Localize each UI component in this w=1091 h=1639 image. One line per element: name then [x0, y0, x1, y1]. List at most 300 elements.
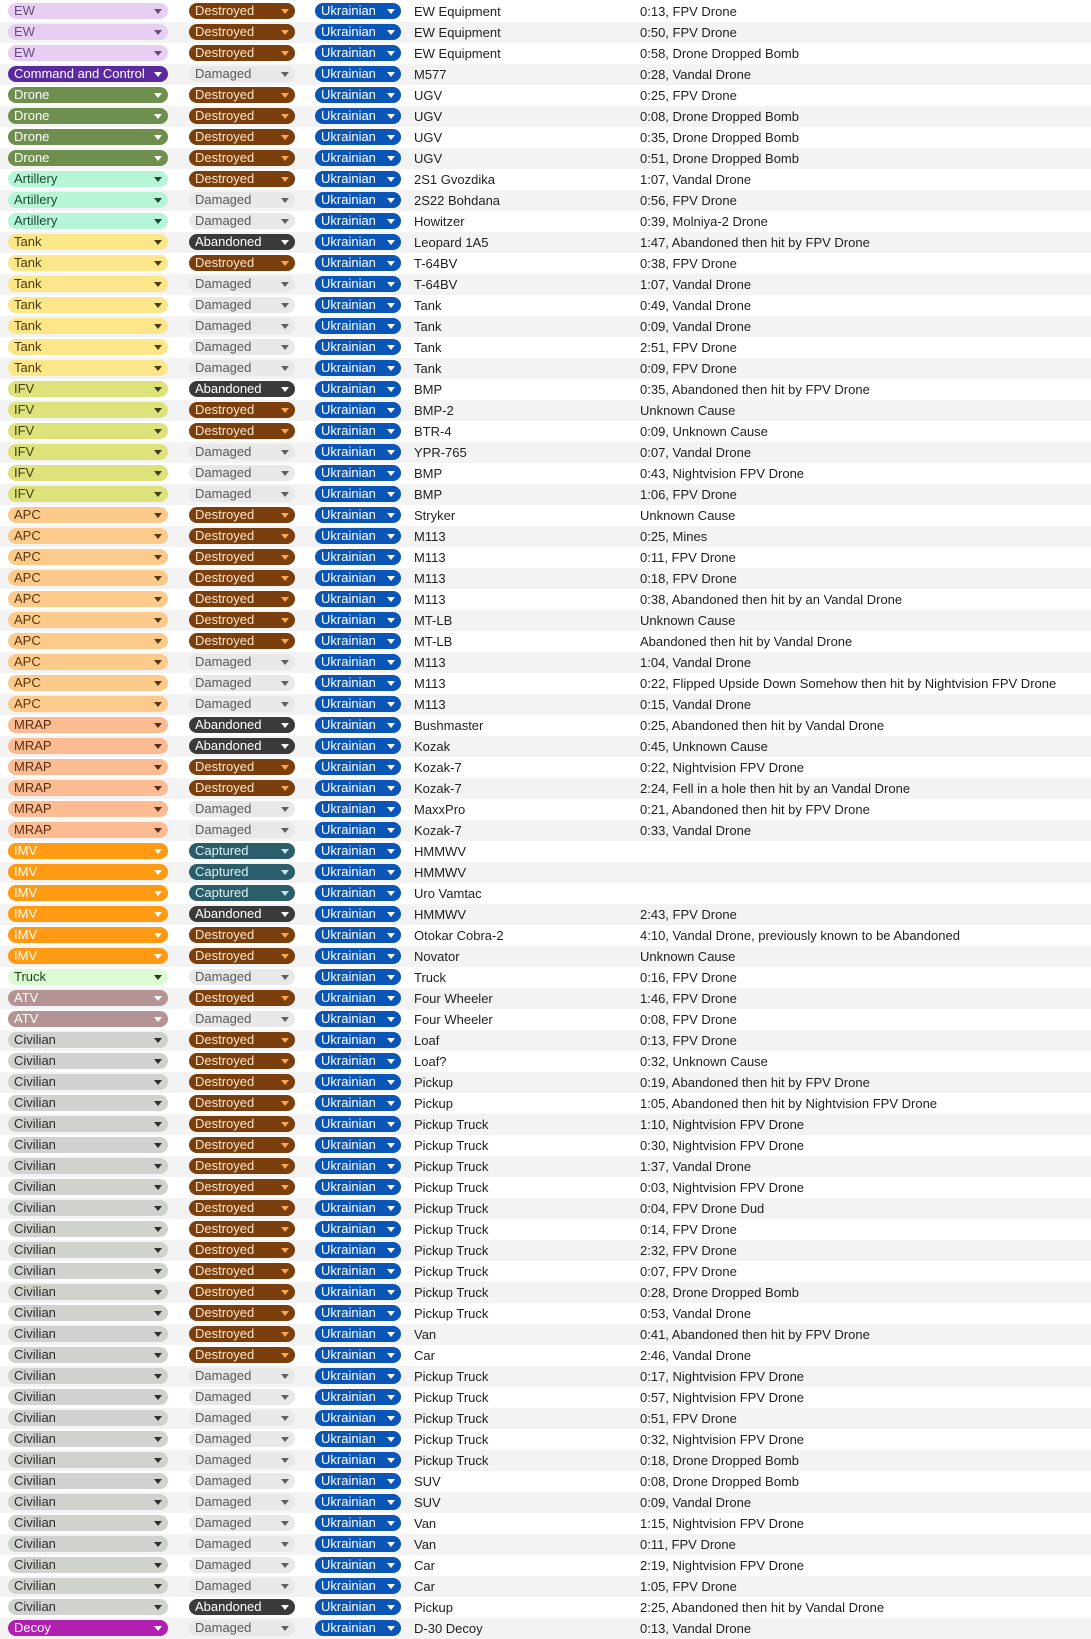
category-dropdown[interactable] [8, 1389, 168, 1405]
cause-cell[interactable]: 0:57, Nightvision FPV Drone [640, 1390, 805, 1405]
cause-cell[interactable]: 1:07, Vandal Drone [640, 172, 752, 187]
cause-cell[interactable]: Unknown Cause [640, 403, 736, 418]
status-dropdown[interactable] [189, 927, 295, 943]
category-dropdown[interactable] [8, 675, 168, 691]
category-dropdown[interactable] [8, 171, 168, 187]
status-dropdown[interactable] [189, 1410, 295, 1426]
cause-cell[interactable]: 0:21, Abandoned then hit by FPV Drone [640, 802, 870, 817]
vehicle-cell[interactable]: BMP [414, 466, 443, 481]
cause-cell[interactable]: 0:33, Vandal Drone [640, 823, 752, 838]
cause-cell[interactable]: 0:53, Vandal Drone [640, 1306, 752, 1321]
cause-cell[interactable]: 1:15, Nightvision FPV Drone [640, 1516, 805, 1531]
cause-cell[interactable]: 0:13, FPV Drone [640, 1033, 737, 1048]
country-dropdown[interactable] [315, 885, 401, 901]
vehicle-cell[interactable]: Novator [414, 949, 460, 964]
vehicle-cell[interactable]: Pickup Truck [414, 1390, 489, 1405]
status-dropdown[interactable] [189, 633, 295, 649]
vehicle-cell[interactable]: Car [414, 1579, 435, 1594]
cause-cell[interactable]: 2:24, Fell in a hole then hit by an Vandal Drone [640, 781, 911, 796]
country-dropdown[interactable] [315, 360, 401, 376]
country-dropdown[interactable] [315, 1305, 401, 1321]
vehicle-cell[interactable]: Pickup Truck [414, 1117, 489, 1132]
category-dropdown[interactable] [8, 1242, 168, 1258]
country-dropdown[interactable] [315, 1536, 401, 1552]
category-dropdown[interactable] [8, 864, 168, 880]
vehicle-cell[interactable]: Pickup Truck [414, 1264, 489, 1279]
status-dropdown[interactable] [189, 423, 295, 439]
status-dropdown[interactable] [189, 129, 295, 145]
cause-cell[interactable]: 0:43, Nightvision FPV Drone [640, 466, 805, 481]
category-dropdown[interactable] [8, 990, 168, 1006]
status-dropdown[interactable] [189, 843, 295, 859]
cause-cell[interactable]: 0:13, FPV Drone [640, 4, 737, 19]
cause-cell[interactable]: 0:09, Vandal Drone [640, 319, 752, 334]
status-dropdown[interactable] [189, 717, 295, 733]
country-dropdown[interactable] [315, 927, 401, 943]
cause-cell[interactable]: 0:58, Drone Dropped Bomb [640, 46, 799, 61]
vehicle-cell[interactable]: Tank [414, 298, 442, 313]
country-dropdown[interactable] [315, 759, 401, 775]
vehicle-cell[interactable]: Kozak-7 [414, 760, 462, 775]
vehicle-cell[interactable]: Otokar Cobra-2 [414, 928, 504, 943]
country-dropdown[interactable] [315, 1032, 401, 1048]
country-dropdown[interactable] [315, 549, 401, 565]
country-dropdown[interactable] [315, 1074, 401, 1090]
category-dropdown[interactable] [8, 927, 168, 943]
status-dropdown[interactable] [189, 66, 295, 82]
country-dropdown[interactable] [315, 1284, 401, 1300]
cause-cell[interactable]: 0:56, FPV Drone [640, 193, 737, 208]
status-dropdown[interactable] [189, 255, 295, 271]
vehicle-cell[interactable]: Kozak [414, 739, 451, 754]
vehicle-cell[interactable]: Pickup Truck [414, 1243, 489, 1258]
country-dropdown[interactable] [315, 1347, 401, 1363]
category-dropdown[interactable] [8, 591, 168, 607]
vehicle-cell[interactable]: SUV [414, 1495, 441, 1510]
status-dropdown[interactable] [189, 696, 295, 712]
vehicle-cell[interactable]: Car [414, 1348, 435, 1363]
status-dropdown[interactable] [189, 465, 295, 481]
vehicle-cell[interactable]: Pickup Truck [414, 1306, 489, 1321]
status-dropdown[interactable] [189, 759, 295, 775]
vehicle-cell[interactable]: UGV [414, 109, 443, 124]
category-dropdown[interactable] [8, 1515, 168, 1531]
country-dropdown[interactable] [315, 570, 401, 586]
category-dropdown[interactable] [8, 906, 168, 922]
cause-cell[interactable]: 0:04, FPV Drone Dud [640, 1201, 765, 1216]
vehicle-cell[interactable]: 2S22 Bohdana [414, 193, 501, 208]
cause-cell[interactable]: 0:07, FPV Drone [640, 1264, 737, 1279]
country-dropdown[interactable] [315, 276, 401, 292]
cause-cell[interactable]: 0:07, Vandal Drone [640, 445, 752, 460]
vehicle-cell[interactable]: YPR-765 [414, 445, 467, 460]
vehicle-cell[interactable]: Bushmaster [414, 718, 484, 733]
status-dropdown[interactable] [189, 1515, 295, 1531]
status-dropdown[interactable] [189, 1116, 295, 1132]
country-dropdown[interactable] [315, 717, 401, 733]
category-dropdown[interactable] [8, 801, 168, 817]
cause-cell[interactable]: 0:51, FPV Drone [640, 1411, 737, 1426]
status-dropdown[interactable] [189, 402, 295, 418]
status-dropdown[interactable] [189, 591, 295, 607]
country-dropdown[interactable] [315, 738, 401, 754]
cause-cell[interactable]: 2:46, Vandal Drone [640, 1348, 752, 1363]
category-dropdown[interactable] [8, 822, 168, 838]
cause-cell[interactable]: 0:25, FPV Drone [640, 88, 737, 103]
category-dropdown[interactable] [8, 1473, 168, 1489]
country-dropdown[interactable] [315, 150, 401, 166]
category-dropdown[interactable] [8, 24, 168, 40]
status-dropdown[interactable] [189, 675, 295, 691]
vehicle-cell[interactable]: Tank [414, 361, 442, 376]
country-dropdown[interactable] [315, 381, 401, 397]
category-dropdown[interactable] [8, 633, 168, 649]
status-dropdown[interactable] [189, 1326, 295, 1342]
vehicle-cell[interactable]: BMP [414, 382, 443, 397]
country-dropdown[interactable] [315, 192, 401, 208]
status-dropdown[interactable] [189, 1305, 295, 1321]
status-dropdown[interactable] [189, 885, 295, 901]
status-dropdown[interactable] [189, 969, 295, 985]
vehicle-cell[interactable]: T-64BV [414, 277, 458, 292]
category-dropdown[interactable] [8, 1284, 168, 1300]
category-dropdown[interactable] [8, 1137, 168, 1153]
country-dropdown[interactable] [315, 1578, 401, 1594]
vehicle-cell[interactable]: M113 [414, 655, 446, 670]
cause-cell[interactable]: 0:08, FPV Drone [640, 1012, 737, 1027]
category-dropdown[interactable] [8, 1179, 168, 1195]
category-dropdown[interactable] [8, 1557, 168, 1573]
category-dropdown[interactable] [8, 1494, 168, 1510]
status-dropdown[interactable] [189, 906, 295, 922]
cause-cell[interactable]: 0:14, FPV Drone [640, 1222, 737, 1237]
category-dropdown[interactable] [8, 234, 168, 250]
category-dropdown[interactable] [8, 1599, 168, 1615]
country-dropdown[interactable] [315, 1557, 401, 1573]
country-dropdown[interactable] [315, 486, 401, 502]
category-dropdown[interactable] [8, 1452, 168, 1468]
country-dropdown[interactable] [315, 108, 401, 124]
country-dropdown[interactable] [315, 1011, 401, 1027]
country-dropdown[interactable] [315, 444, 401, 460]
country-dropdown[interactable] [315, 822, 401, 838]
status-dropdown[interactable] [189, 1536, 295, 1552]
cause-cell[interactable]: 0:13, Vandal Drone [640, 1621, 752, 1636]
country-dropdown[interactable] [315, 213, 401, 229]
category-dropdown[interactable] [8, 1011, 168, 1027]
category-dropdown[interactable] [8, 612, 168, 628]
category-dropdown[interactable] [8, 696, 168, 712]
cause-cell[interactable]: Unknown Cause [640, 949, 736, 964]
status-dropdown[interactable] [189, 801, 295, 817]
cause-cell[interactable]: 0:38, FPV Drone [640, 256, 737, 271]
status-dropdown[interactable] [189, 1095, 295, 1111]
status-dropdown[interactable] [189, 1557, 295, 1573]
country-dropdown[interactable] [315, 654, 401, 670]
vehicle-cell[interactable]: SUV [414, 1474, 441, 1489]
vehicle-cell[interactable]: Pickup Truck [414, 1369, 489, 1384]
status-dropdown[interactable] [189, 1389, 295, 1405]
status-dropdown[interactable] [189, 654, 295, 670]
status-dropdown[interactable] [189, 549, 295, 565]
country-dropdown[interactable] [315, 1095, 401, 1111]
status-dropdown[interactable] [189, 360, 295, 376]
status-dropdown[interactable] [189, 1242, 295, 1258]
status-dropdown[interactable] [189, 150, 295, 166]
status-dropdown[interactable] [189, 444, 295, 460]
category-dropdown[interactable] [8, 549, 168, 565]
status-dropdown[interactable] [189, 297, 295, 313]
country-dropdown[interactable] [315, 1137, 401, 1153]
vehicle-cell[interactable]: Loaf? [414, 1054, 447, 1069]
country-dropdown[interactable] [315, 45, 401, 61]
category-dropdown[interactable] [8, 339, 168, 355]
category-dropdown[interactable] [8, 948, 168, 964]
country-dropdown[interactable] [315, 1473, 401, 1489]
vehicle-cell[interactable]: BTR-4 [414, 424, 452, 439]
category-dropdown[interactable] [8, 423, 168, 439]
status-dropdown[interactable] [189, 45, 295, 61]
cause-cell[interactable]: 2:51, FPV Drone [640, 340, 737, 355]
country-dropdown[interactable] [315, 1389, 401, 1405]
country-dropdown[interactable] [315, 969, 401, 985]
country-dropdown[interactable] [315, 948, 401, 964]
vehicle-cell[interactable]: EW Equipment [414, 25, 501, 40]
cause-cell[interactable]: 0:03, Nightvision FPV Drone [640, 1180, 805, 1195]
cause-cell[interactable]: 1:05, FPV Drone [640, 1579, 737, 1594]
category-dropdown[interactable] [8, 444, 168, 460]
cause-cell[interactable]: 0:35, Drone Dropped Bomb [640, 130, 799, 145]
cause-cell[interactable]: 1:37, Vandal Drone [640, 1159, 752, 1174]
category-dropdown[interactable] [8, 108, 168, 124]
country-dropdown[interactable] [315, 1494, 401, 1510]
category-dropdown[interactable] [8, 507, 168, 523]
status-dropdown[interactable] [189, 1368, 295, 1384]
vehicle-cell[interactable]: EW Equipment [414, 4, 501, 19]
country-dropdown[interactable] [315, 24, 401, 40]
status-dropdown[interactable] [189, 171, 295, 187]
status-dropdown[interactable] [189, 1599, 295, 1615]
category-dropdown[interactable] [8, 1158, 168, 1174]
country-dropdown[interactable] [315, 1431, 401, 1447]
vehicle-cell[interactable]: Van [414, 1327, 437, 1342]
vehicle-cell[interactable]: Pickup [414, 1075, 454, 1090]
vehicle-cell[interactable]: 2S1 Gvozdika [414, 172, 495, 187]
status-dropdown[interactable] [189, 276, 295, 292]
category-dropdown[interactable] [8, 1263, 168, 1279]
country-dropdown[interactable] [315, 801, 401, 817]
status-dropdown[interactable] [189, 234, 295, 250]
country-dropdown[interactable] [315, 507, 401, 523]
status-dropdown[interactable] [189, 1053, 295, 1069]
category-dropdown[interactable] [8, 255, 168, 271]
category-dropdown[interactable] [8, 654, 168, 670]
cause-cell[interactable]: 4:10, Vandal Drone, previously known to be Abandoned [640, 928, 960, 943]
status-dropdown[interactable] [189, 213, 295, 229]
status-dropdown[interactable] [189, 1494, 295, 1510]
status-dropdown[interactable] [189, 318, 295, 334]
country-dropdown[interactable] [315, 1326, 401, 1342]
cause-cell[interactable]: 0:22, Flipped Upside Down Somehow then hit by Nightvision FPV Drone [640, 676, 1057, 691]
country-dropdown[interactable] [315, 66, 401, 82]
vehicle-cell[interactable]: Pickup [414, 1600, 454, 1615]
status-dropdown[interactable] [189, 507, 295, 523]
vehicle-cell[interactable]: Pickup Truck [414, 1180, 489, 1195]
vehicle-cell[interactable]: M113 [414, 550, 446, 565]
category-dropdown[interactable] [8, 1074, 168, 1090]
status-dropdown[interactable] [189, 1011, 295, 1027]
country-dropdown[interactable] [315, 1053, 401, 1069]
cause-cell[interactable]: 0:41, Abandoned then hit by FPV Drone [640, 1327, 870, 1342]
cause-cell[interactable]: 2:32, FPV Drone [640, 1243, 737, 1258]
cause-cell[interactable]: 0:38, Abandoned then hit by an Vandal Drone [640, 592, 903, 607]
country-dropdown[interactable] [315, 318, 401, 334]
status-dropdown[interactable] [189, 1347, 295, 1363]
country-dropdown[interactable] [315, 990, 401, 1006]
vehicle-cell[interactable]: UGV [414, 151, 443, 166]
vehicle-cell[interactable]: M113 [414, 571, 446, 586]
category-dropdown[interactable] [8, 1431, 168, 1447]
vehicle-cell[interactable]: Leopard 1A5 [414, 235, 489, 250]
cause-cell[interactable]: 0:11, FPV Drone [640, 550, 736, 565]
cause-cell[interactable]: 0:30, Nightvision FPV Drone [640, 1138, 805, 1153]
status-dropdown[interactable] [189, 1221, 295, 1237]
country-dropdown[interactable] [315, 1368, 401, 1384]
cause-cell[interactable]: Unknown Cause [640, 508, 736, 523]
category-dropdown[interactable] [8, 885, 168, 901]
country-dropdown[interactable] [315, 1116, 401, 1132]
category-dropdown[interactable] [8, 360, 168, 376]
vehicle-cell[interactable]: Four Wheeler [414, 991, 493, 1006]
cause-cell[interactable]: 2:19, Nightvision FPV Drone [640, 1558, 805, 1573]
category-dropdown[interactable] [8, 1368, 168, 1384]
vehicle-cell[interactable]: HMMWV [414, 865, 466, 880]
status-dropdown[interactable] [189, 1452, 295, 1468]
vehicle-cell[interactable]: HMMWV [414, 907, 466, 922]
status-dropdown[interactable] [189, 570, 295, 586]
country-dropdown[interactable] [315, 612, 401, 628]
vehicle-cell[interactable]: Pickup Truck [414, 1159, 489, 1174]
vehicle-cell[interactable]: BMP-2 [414, 403, 454, 418]
vehicle-cell[interactable]: Pickup Truck [414, 1138, 489, 1153]
status-dropdown[interactable] [189, 948, 295, 964]
country-dropdown[interactable] [315, 339, 401, 355]
vehicle-cell[interactable]: UGV [414, 130, 443, 145]
country-dropdown[interactable] [315, 1515, 401, 1531]
country-dropdown[interactable] [315, 234, 401, 250]
status-dropdown[interactable] [189, 612, 295, 628]
category-dropdown[interactable] [8, 45, 168, 61]
country-dropdown[interactable] [315, 423, 401, 439]
vehicle-cell[interactable]: Uro Vamtac [414, 886, 482, 901]
status-dropdown[interactable] [189, 1263, 295, 1279]
status-dropdown[interactable] [189, 339, 295, 355]
cause-cell[interactable]: 0:49, Vandal Drone [640, 298, 752, 313]
cause-cell[interactable]: 0:45, Unknown Cause [640, 739, 768, 754]
country-dropdown[interactable] [315, 528, 401, 544]
status-dropdown[interactable] [189, 780, 295, 796]
country-dropdown[interactable] [315, 780, 401, 796]
category-dropdown[interactable] [8, 465, 168, 481]
category-dropdown[interactable] [8, 1410, 168, 1426]
category-dropdown[interactable] [8, 1620, 168, 1636]
country-dropdown[interactable] [315, 129, 401, 145]
vehicle-cell[interactable]: Pickup [414, 1096, 454, 1111]
country-dropdown[interactable] [315, 1221, 401, 1237]
vehicle-cell[interactable]: Pickup Truck [414, 1285, 489, 1300]
category-dropdown[interactable] [8, 738, 168, 754]
country-dropdown[interactable] [315, 675, 401, 691]
category-dropdown[interactable] [8, 843, 168, 859]
category-dropdown[interactable] [8, 1221, 168, 1237]
category-dropdown[interactable] [8, 1347, 168, 1363]
vehicle-cell[interactable]: M577 [414, 67, 447, 82]
cause-cell[interactable]: 0:18, Drone Dropped Bomb [640, 1453, 799, 1468]
country-dropdown[interactable] [315, 297, 401, 313]
status-dropdown[interactable] [189, 822, 295, 838]
country-dropdown[interactable] [315, 171, 401, 187]
country-dropdown[interactable] [315, 1452, 401, 1468]
vehicle-cell[interactable]: Pickup Truck [414, 1453, 489, 1468]
category-dropdown[interactable] [8, 528, 168, 544]
cause-cell[interactable]: 1:04, Vandal Drone [640, 655, 752, 670]
cause-cell[interactable]: 0:25, Abandoned then hit by Vandal Drone [640, 718, 885, 733]
country-dropdown[interactable] [315, 591, 401, 607]
status-dropdown[interactable] [189, 87, 295, 103]
cause-cell[interactable]: 0:25, Mines [640, 529, 708, 544]
vehicle-cell[interactable]: M113 [414, 697, 446, 712]
category-dropdown[interactable] [8, 1200, 168, 1216]
vehicle-cell[interactable]: MT-LB [414, 634, 453, 649]
cause-cell[interactable]: 1:06, FPV Drone [640, 487, 737, 502]
cause-cell[interactable]: 0:08, Drone Dropped Bomb [640, 1474, 799, 1489]
country-dropdown[interactable] [315, 3, 401, 19]
status-dropdown[interactable] [189, 1620, 295, 1636]
country-dropdown[interactable] [315, 696, 401, 712]
cause-cell[interactable]: 0:22, Nightvision FPV Drone [640, 760, 805, 775]
vehicle-cell[interactable]: Van [414, 1516, 437, 1531]
cause-cell[interactable]: 0:28, Drone Dropped Bomb [640, 1285, 799, 1300]
category-dropdown[interactable] [8, 129, 168, 145]
cause-cell[interactable]: Unknown Cause [640, 613, 736, 628]
cause-cell[interactable]: 1:05, Abandoned then hit by Nightvision FPV Drone [640, 1096, 938, 1111]
vehicle-cell[interactable]: Van [414, 1537, 437, 1552]
country-dropdown[interactable] [315, 633, 401, 649]
status-dropdown[interactable] [189, 192, 295, 208]
vehicle-cell[interactable]: M113 [414, 592, 446, 607]
category-dropdown[interactable] [8, 381, 168, 397]
category-dropdown[interactable] [8, 759, 168, 775]
country-dropdown[interactable] [315, 906, 401, 922]
vehicle-cell[interactable]: M113 [414, 529, 446, 544]
cause-cell[interactable]: 0:09, FPV Drone [640, 361, 737, 376]
cause-cell[interactable]: 0:35, Abandoned then hit by FPV Drone [640, 382, 870, 397]
vehicle-cell[interactable]: Truck [414, 970, 447, 985]
vehicle-cell[interactable]: T-64BV [414, 256, 458, 271]
category-dropdown[interactable] [8, 1536, 168, 1552]
cause-cell[interactable]: 2:25, Abandoned then hit by Vandal Drone [640, 1600, 885, 1615]
category-dropdown[interactable] [8, 66, 168, 82]
category-dropdown[interactable] [8, 318, 168, 334]
vehicle-cell[interactable]: Pickup Truck [414, 1201, 489, 1216]
status-dropdown[interactable] [189, 990, 295, 1006]
status-dropdown[interactable] [189, 528, 295, 544]
country-dropdown[interactable] [315, 465, 401, 481]
vehicle-cell[interactable]: Pickup Truck [414, 1432, 489, 1447]
status-dropdown[interactable] [189, 1137, 295, 1153]
vehicle-cell[interactable]: Stryker [414, 508, 456, 523]
cause-cell[interactable]: 1:47, Abandoned then hit by FPV Drone [640, 235, 870, 250]
